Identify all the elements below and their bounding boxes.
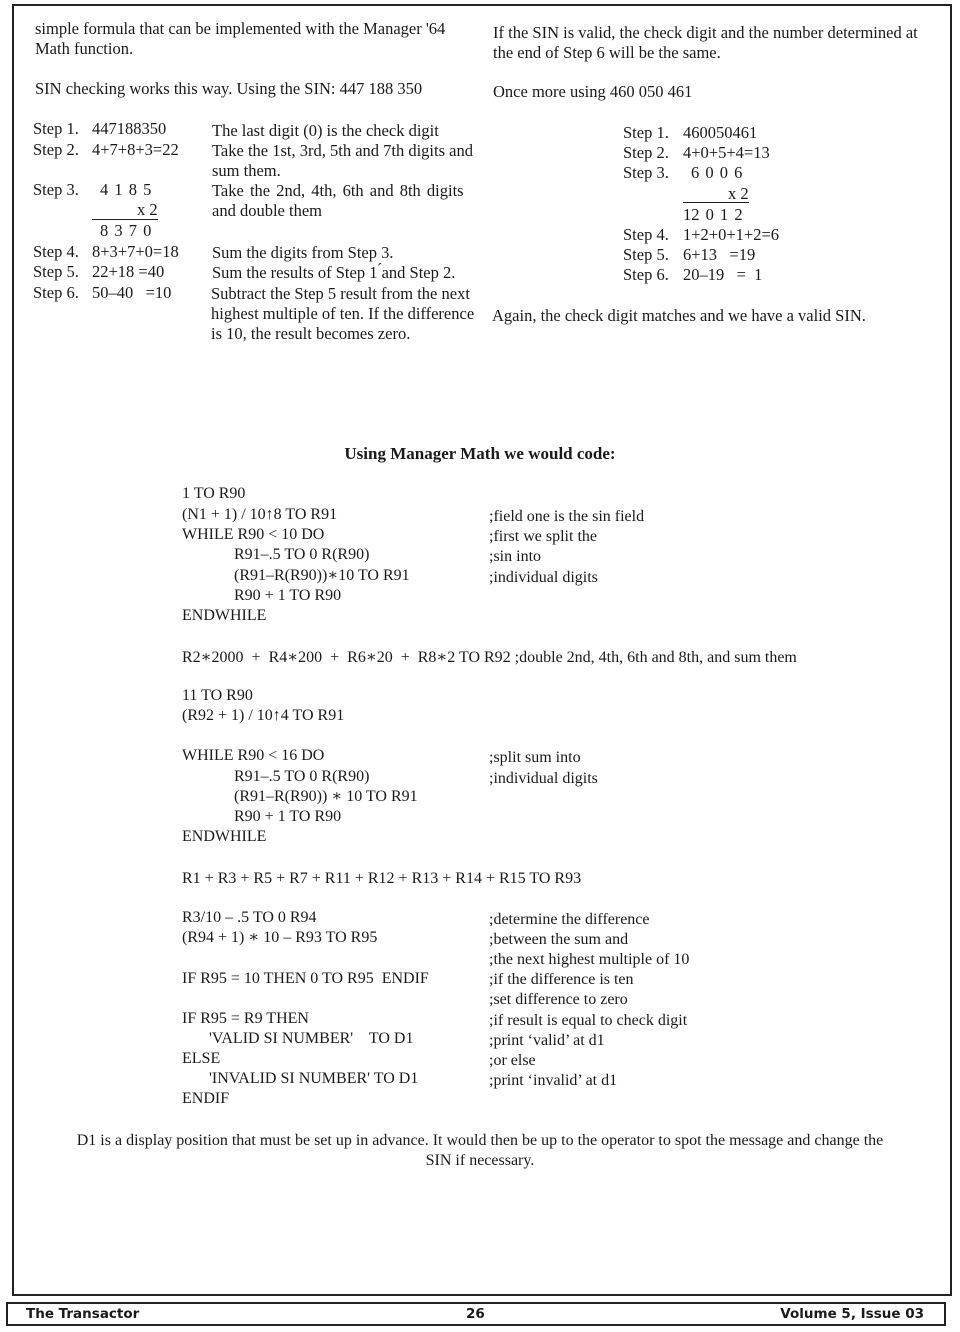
- step-calc-multiplier: x 2: [728, 184, 749, 203]
- code-line: (R94 + 1) ∗ 10 – R93 TO R95: [182, 929, 378, 946]
- code-comment: ;first we split the: [489, 528, 597, 545]
- step-label: Step 1.: [33, 119, 79, 138]
- code-line: ELSE: [182, 1050, 221, 1067]
- code-line: WHILE R90 < 10 DO: [182, 526, 325, 543]
- step-label: Step 5.: [623, 245, 669, 264]
- code-line: R2∗2000 + R4∗200 + R6∗20 + R8∗2 TO R92 ;double 2nd, 4th, 6th and 8th, and sum them: [182, 649, 797, 666]
- step-calc: 447188350: [92, 119, 167, 138]
- step-calc: 6 0 0 6: [691, 163, 743, 182]
- code-line: R91–.5 TO 0 R(R90): [234, 768, 370, 785]
- step-desc: sum them.: [212, 161, 281, 180]
- step-label: Step 4.: [33, 242, 79, 261]
- code-line: ENDIF: [182, 1090, 230, 1107]
- step-desc: highest multiple of ten. If the difference: [211, 304, 475, 323]
- step-calc-result: 12 0 1 2: [683, 205, 743, 224]
- closing-paragraph: D1 is a display position that must be set up in advance. It would then be up to the operator to spot the message and change the SIN if necessary.: [76, 1132, 884, 1169]
- step-label: Step 2.: [33, 140, 79, 159]
- step-label: Step 2.: [623, 143, 669, 162]
- code-comment: ;set difference to zero: [489, 991, 628, 1008]
- footer-page-number: 26: [466, 1306, 485, 1322]
- step-calc-result: 8 3 7 0: [100, 221, 152, 240]
- left-intro-line-2: Math function.: [35, 39, 134, 58]
- step-label: Step 1.: [623, 123, 669, 142]
- code-comment: ;sin into: [489, 548, 542, 565]
- step-calc: 4+0+5+4=13: [683, 143, 770, 162]
- right-intro-line-1: If the SIN is valid, the check digit and the number determined at: [493, 23, 918, 42]
- code-line: 11 TO R90: [182, 687, 253, 704]
- left-example-intro: SIN checking works this way. Using the SIN: 447 188 350: [35, 79, 423, 98]
- step-calc: 460050461: [683, 123, 758, 142]
- code-line: 'INVALID SI NUMBER' TO D1: [209, 1070, 419, 1087]
- step-calc: 4 1 8 5: [100, 180, 152, 199]
- step-desc: Subtract the Step 5 result from the next: [211, 284, 470, 303]
- code-line: R91–.5 TO 0 R(R90): [234, 546, 370, 563]
- step-desc: The last digit (0) is the check digit: [212, 121, 439, 140]
- code-line: (R92 + 1) / 10↑4 TO R91: [182, 707, 345, 724]
- code-comment: ;split sum into: [489, 749, 581, 766]
- code-line: 1 TO R90: [182, 485, 246, 502]
- code-line: ENDWHILE: [182, 607, 267, 624]
- step-calc: 8+3+7+0=18: [92, 242, 179, 261]
- right-conclusion: Again, the check digit matches and we have a valid SIN.: [492, 306, 866, 325]
- calc-rule: [92, 219, 158, 220]
- code-comment: ;between the sum and: [489, 931, 629, 948]
- calc-rule: [683, 202, 749, 203]
- code-line: IF R95 = 10 THEN 0 TO R95 ENDIF: [182, 970, 429, 987]
- code-comment: ;if result is equal to check digit: [489, 1012, 688, 1029]
- left-intro-line-1: simple formula that can be implemented with the Manager '64: [35, 19, 446, 38]
- code-line: WHILE R90 < 16 DO: [182, 747, 325, 764]
- code-line: R90 + 1 TO R90: [234, 587, 342, 604]
- code-line: (N1 + 1) / 10↑8 TO R91: [182, 506, 338, 523]
- code-comment: ;print ‘valid’ at d1: [489, 1032, 605, 1049]
- code-line: R90 + 1 TO R90: [234, 808, 342, 825]
- step-calc: 6+13 =19: [683, 245, 756, 264]
- step-desc: Take the 2nd, 4th, 6th and 8th digits: [212, 181, 464, 200]
- step-calc: 1+2+0+1+2=6: [683, 225, 780, 244]
- code-line: R3/10 – .5 TO 0 R94: [182, 909, 317, 926]
- code-line: (R91–R(R90))∗10 TO R91: [234, 567, 410, 584]
- step-label: Step 3.: [623, 163, 669, 182]
- code-section-heading: Using Manager Math we would code:: [344, 444, 616, 463]
- step-label: Step 3.: [33, 180, 79, 199]
- step-desc: Sum the results of Step 1 ́and Step 2.: [212, 263, 456, 282]
- code-line: IF R95 = R9 THEN: [182, 1010, 309, 1027]
- code-comment: ;determine the difference: [489, 911, 650, 928]
- code-comment: ;if the difference is ten: [489, 971, 634, 988]
- step-desc: is 10, the result becomes zero.: [211, 324, 411, 343]
- code-line: (R91–R(R90)) ∗ 10 TO R91: [234, 788, 418, 805]
- step-calc: 22+18 =40: [92, 262, 165, 281]
- right-intro-line-2: the end of Step 6 will be the same.: [493, 43, 721, 62]
- code-comment: ;or else: [489, 1052, 536, 1069]
- footer-issue: Volume 5, Issue 03: [780, 1306, 924, 1322]
- code-line: ENDWHILE: [182, 828, 267, 845]
- code-line: 'VALID SI NUMBER' TO D1: [209, 1030, 414, 1047]
- step-calc: 20–19 = 1: [683, 265, 763, 284]
- step-label: Step 4.: [623, 225, 669, 244]
- step-desc: and double them: [212, 201, 322, 220]
- code-comment: ;field one is the sin field: [489, 508, 645, 525]
- step-calc: 4+7+8+3=22: [92, 140, 179, 159]
- page-footer: [6, 1302, 946, 1326]
- step-desc: Take the 1st, 3rd, 5th and 7th digits and: [212, 141, 473, 160]
- code-comment: ;individual digits: [489, 770, 598, 787]
- right-example-intro: Once more using 460 050 461: [493, 82, 693, 101]
- code-comment: ;print ‘invalid’ at d1: [489, 1072, 618, 1089]
- code-comment: ;individual digits: [489, 569, 598, 586]
- code-comment: ;the next highest multiple of 10: [489, 951, 690, 968]
- step-label: Step 6.: [33, 283, 79, 302]
- step-calc: 50–40 =10: [92, 283, 172, 302]
- step-label: Step 5.: [33, 262, 79, 281]
- footer-magazine-title: The Transactor: [26, 1306, 140, 1322]
- code-line: R1 + R3 + R5 + R7 + R11 + R12 + R13 + R14 + R15 TO R93: [182, 870, 582, 887]
- step-desc: Sum the digits from Step 3.: [212, 243, 394, 262]
- step-label: Step 6.: [623, 265, 669, 284]
- step-calc-multiplier: x 2: [137, 200, 158, 219]
